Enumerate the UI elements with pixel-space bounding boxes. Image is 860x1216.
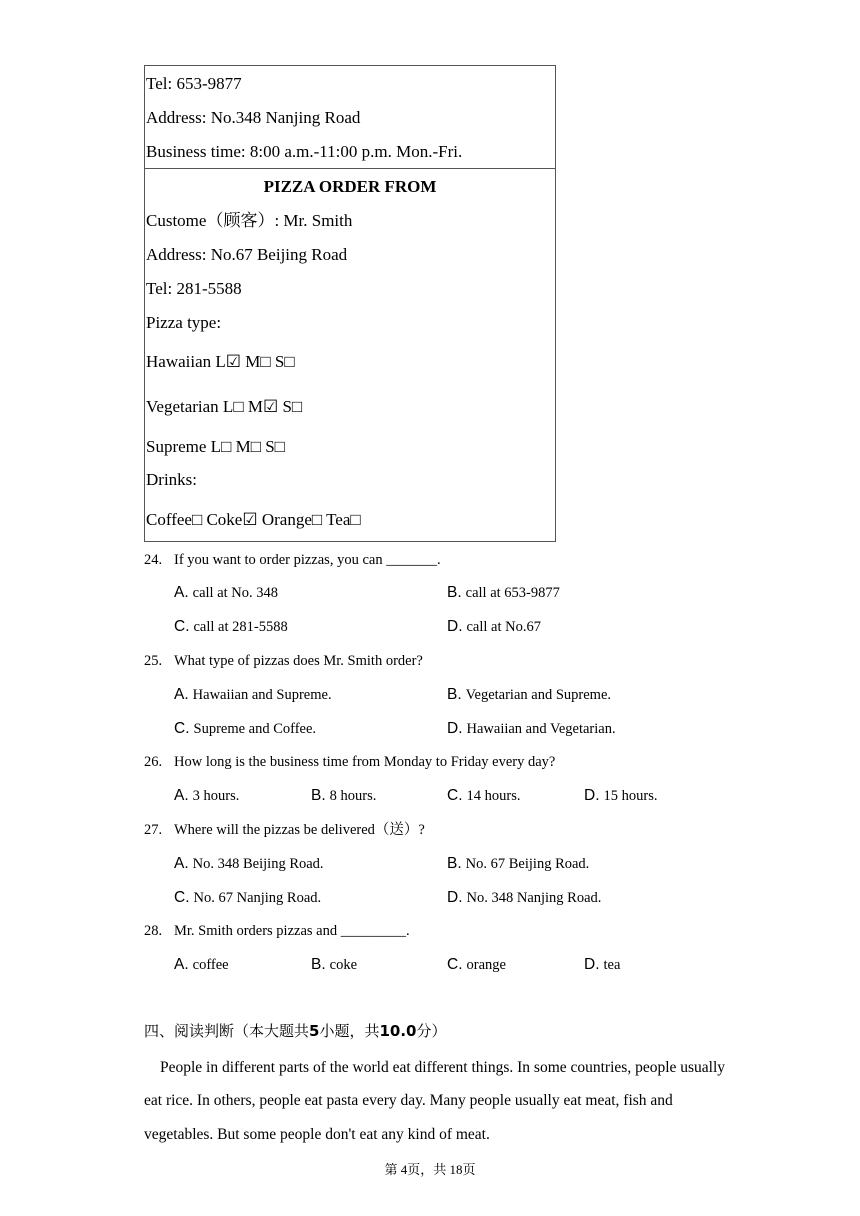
- option-26-b[interactable]: [311, 787, 376, 805]
- option-letter: A.: [174, 787, 189, 804]
- option-letter: D.: [447, 889, 463, 906]
- passage-line-1: People in different parts of the world eat different things. In some countries, people usually: [160, 1059, 726, 1076]
- option-letter: D.: [447, 618, 463, 635]
- option-letter: A.: [174, 855, 189, 872]
- question-27: [144, 821, 425, 839]
- drinks-label: Drinks:: [146, 470, 197, 489]
- section-count: 5: [309, 1022, 320, 1040]
- option-text: Supreme and Coffee.: [193, 721, 317, 737]
- question-text: How long is the business time from Monday to Friday every day?: [174, 754, 556, 770]
- option-24-a[interactable]: [174, 584, 278, 602]
- option-text: tea: [603, 957, 621, 973]
- option-text: No. 348 Beijing Road.: [192, 856, 324, 872]
- option-text: call at 653-9877: [465, 585, 560, 601]
- option-text: call at No. 348: [192, 585, 279, 601]
- option-25-d[interactable]: [447, 720, 616, 738]
- option-25-c[interactable]: [174, 720, 316, 738]
- vegetarian-row: Vegetarian L□ M☑ S□: [146, 397, 303, 416]
- option-text: 15 hours.: [603, 788, 658, 804]
- option-letter: B.: [447, 584, 462, 601]
- option-letter: C.: [447, 956, 463, 973]
- option-letter: D.: [447, 720, 463, 737]
- option-26-d[interactable]: [584, 787, 657, 805]
- option-27-b[interactable]: [447, 855, 589, 873]
- option-25-a[interactable]: [174, 686, 332, 704]
- question-26: [144, 753, 555, 771]
- option-letter: A.: [174, 956, 189, 973]
- option-letter: C.: [174, 720, 190, 737]
- customer-address: Address: No.67 Beijing Road: [146, 245, 348, 264]
- option-26-c[interactable]: [447, 787, 520, 805]
- option-text: Vegetarian and Supreme.: [465, 687, 612, 703]
- option-text: 14 hours.: [466, 788, 521, 804]
- option-28-a[interactable]: [174, 956, 229, 974]
- section-prefix: 四、阅读判断（本大题共: [144, 1022, 310, 1040]
- section-score: 10.0: [379, 1022, 417, 1040]
- question-text: What type of pizzas does Mr. Smith order?: [174, 653, 423, 669]
- option-text: 3 hours.: [192, 788, 240, 804]
- question-number: 28.: [144, 923, 163, 939]
- option-27-c[interactable]: [174, 889, 321, 907]
- question-number: 24.: [144, 552, 163, 568]
- option-text: No. 348 Nanjing Road.: [466, 890, 602, 906]
- order-form-title: PIZZA ORDER FROM: [263, 177, 437, 196]
- section-suffix: 分）: [416, 1022, 447, 1040]
- question-number: 25.: [144, 653, 163, 669]
- shop-address: Address: No.348 Nanjing Road: [146, 108, 361, 127]
- section-heading: [144, 1021, 447, 1041]
- option-letter: A.: [174, 686, 189, 703]
- option-text: No. 67 Beijing Road.: [465, 856, 590, 872]
- option-letter: B.: [447, 686, 462, 703]
- page-footer: 第 4页，共 18页: [384, 1162, 476, 1177]
- shop-business-time: Business time: 8:00 a.m.-11:00 p.m. Mon.-Fri.: [146, 142, 463, 161]
- option-letter: B.: [447, 855, 462, 872]
- passage-line-3: vegetables. But some people don't eat any kind of meat.: [144, 1126, 490, 1143]
- option-text: Hawaiian and Supreme.: [192, 687, 332, 703]
- order-form-box: [144, 168, 556, 542]
- option-letter: C.: [447, 787, 463, 804]
- question-number: 27.: [144, 822, 163, 838]
- question-24: [144, 551, 441, 569]
- question-28: [144, 922, 410, 940]
- option-text: call at 281-5588: [193, 619, 288, 635]
- option-letter: C.: [174, 889, 190, 906]
- option-28-d[interactable]: [584, 956, 620, 974]
- option-27-d[interactable]: [447, 889, 601, 907]
- question-text: Where will the pizzas be delivered（送）?: [174, 822, 425, 838]
- hawaiian-row: Hawaiian L☑ M□ S□: [146, 352, 295, 371]
- question-text: Mr. Smith orders pizzas and _________.: [174, 923, 410, 939]
- option-letter: B.: [311, 956, 326, 973]
- option-letter: D.: [584, 787, 600, 804]
- option-24-b[interactable]: [447, 584, 560, 602]
- option-letter: B.: [311, 787, 326, 804]
- option-letter: D.: [584, 956, 600, 973]
- option-text: coffee: [192, 957, 229, 973]
- pizza-type-label: Pizza type:: [146, 313, 222, 332]
- option-25-b[interactable]: [447, 686, 611, 704]
- customer-tel: Tel: 281-5588: [146, 279, 242, 298]
- option-text: No. 67 Nanjing Road.: [193, 890, 322, 906]
- option-text: 8 hours.: [329, 788, 377, 804]
- passage-line-2: eat rice. In others, people eat pasta every day. Many people usually eat meat, fish and: [144, 1092, 673, 1109]
- option-24-d[interactable]: [447, 618, 541, 636]
- option-text: orange: [466, 957, 506, 973]
- question-text: If you want to order pizzas, you can _______.: [174, 552, 441, 568]
- option-27-a[interactable]: [174, 855, 324, 873]
- option-24-c[interactable]: [174, 618, 288, 636]
- option-letter: C.: [174, 618, 190, 635]
- customer-line: Custome（顾客）: Mr. Smith: [146, 211, 353, 230]
- question-number: 26.: [144, 754, 163, 770]
- drinks-row: Coffee□ Coke☑ Orange□ Tea□: [146, 510, 361, 529]
- option-28-c[interactable]: [447, 956, 506, 974]
- option-text: coke: [329, 957, 358, 973]
- option-text: call at No.67: [466, 619, 541, 635]
- shop-info-box: [144, 65, 556, 169]
- shop-tel: Tel: 653-9877: [146, 74, 242, 93]
- option-letter: A.: [174, 584, 189, 601]
- option-text: Hawaiian and Vegetarian.: [466, 721, 616, 737]
- option-26-a[interactable]: [174, 787, 239, 805]
- option-28-b[interactable]: [311, 956, 357, 974]
- section-middle: 小题，共: [319, 1022, 380, 1040]
- supreme-row: Supreme L□ M□ S□: [146, 437, 285, 456]
- question-25: [144, 652, 423, 670]
